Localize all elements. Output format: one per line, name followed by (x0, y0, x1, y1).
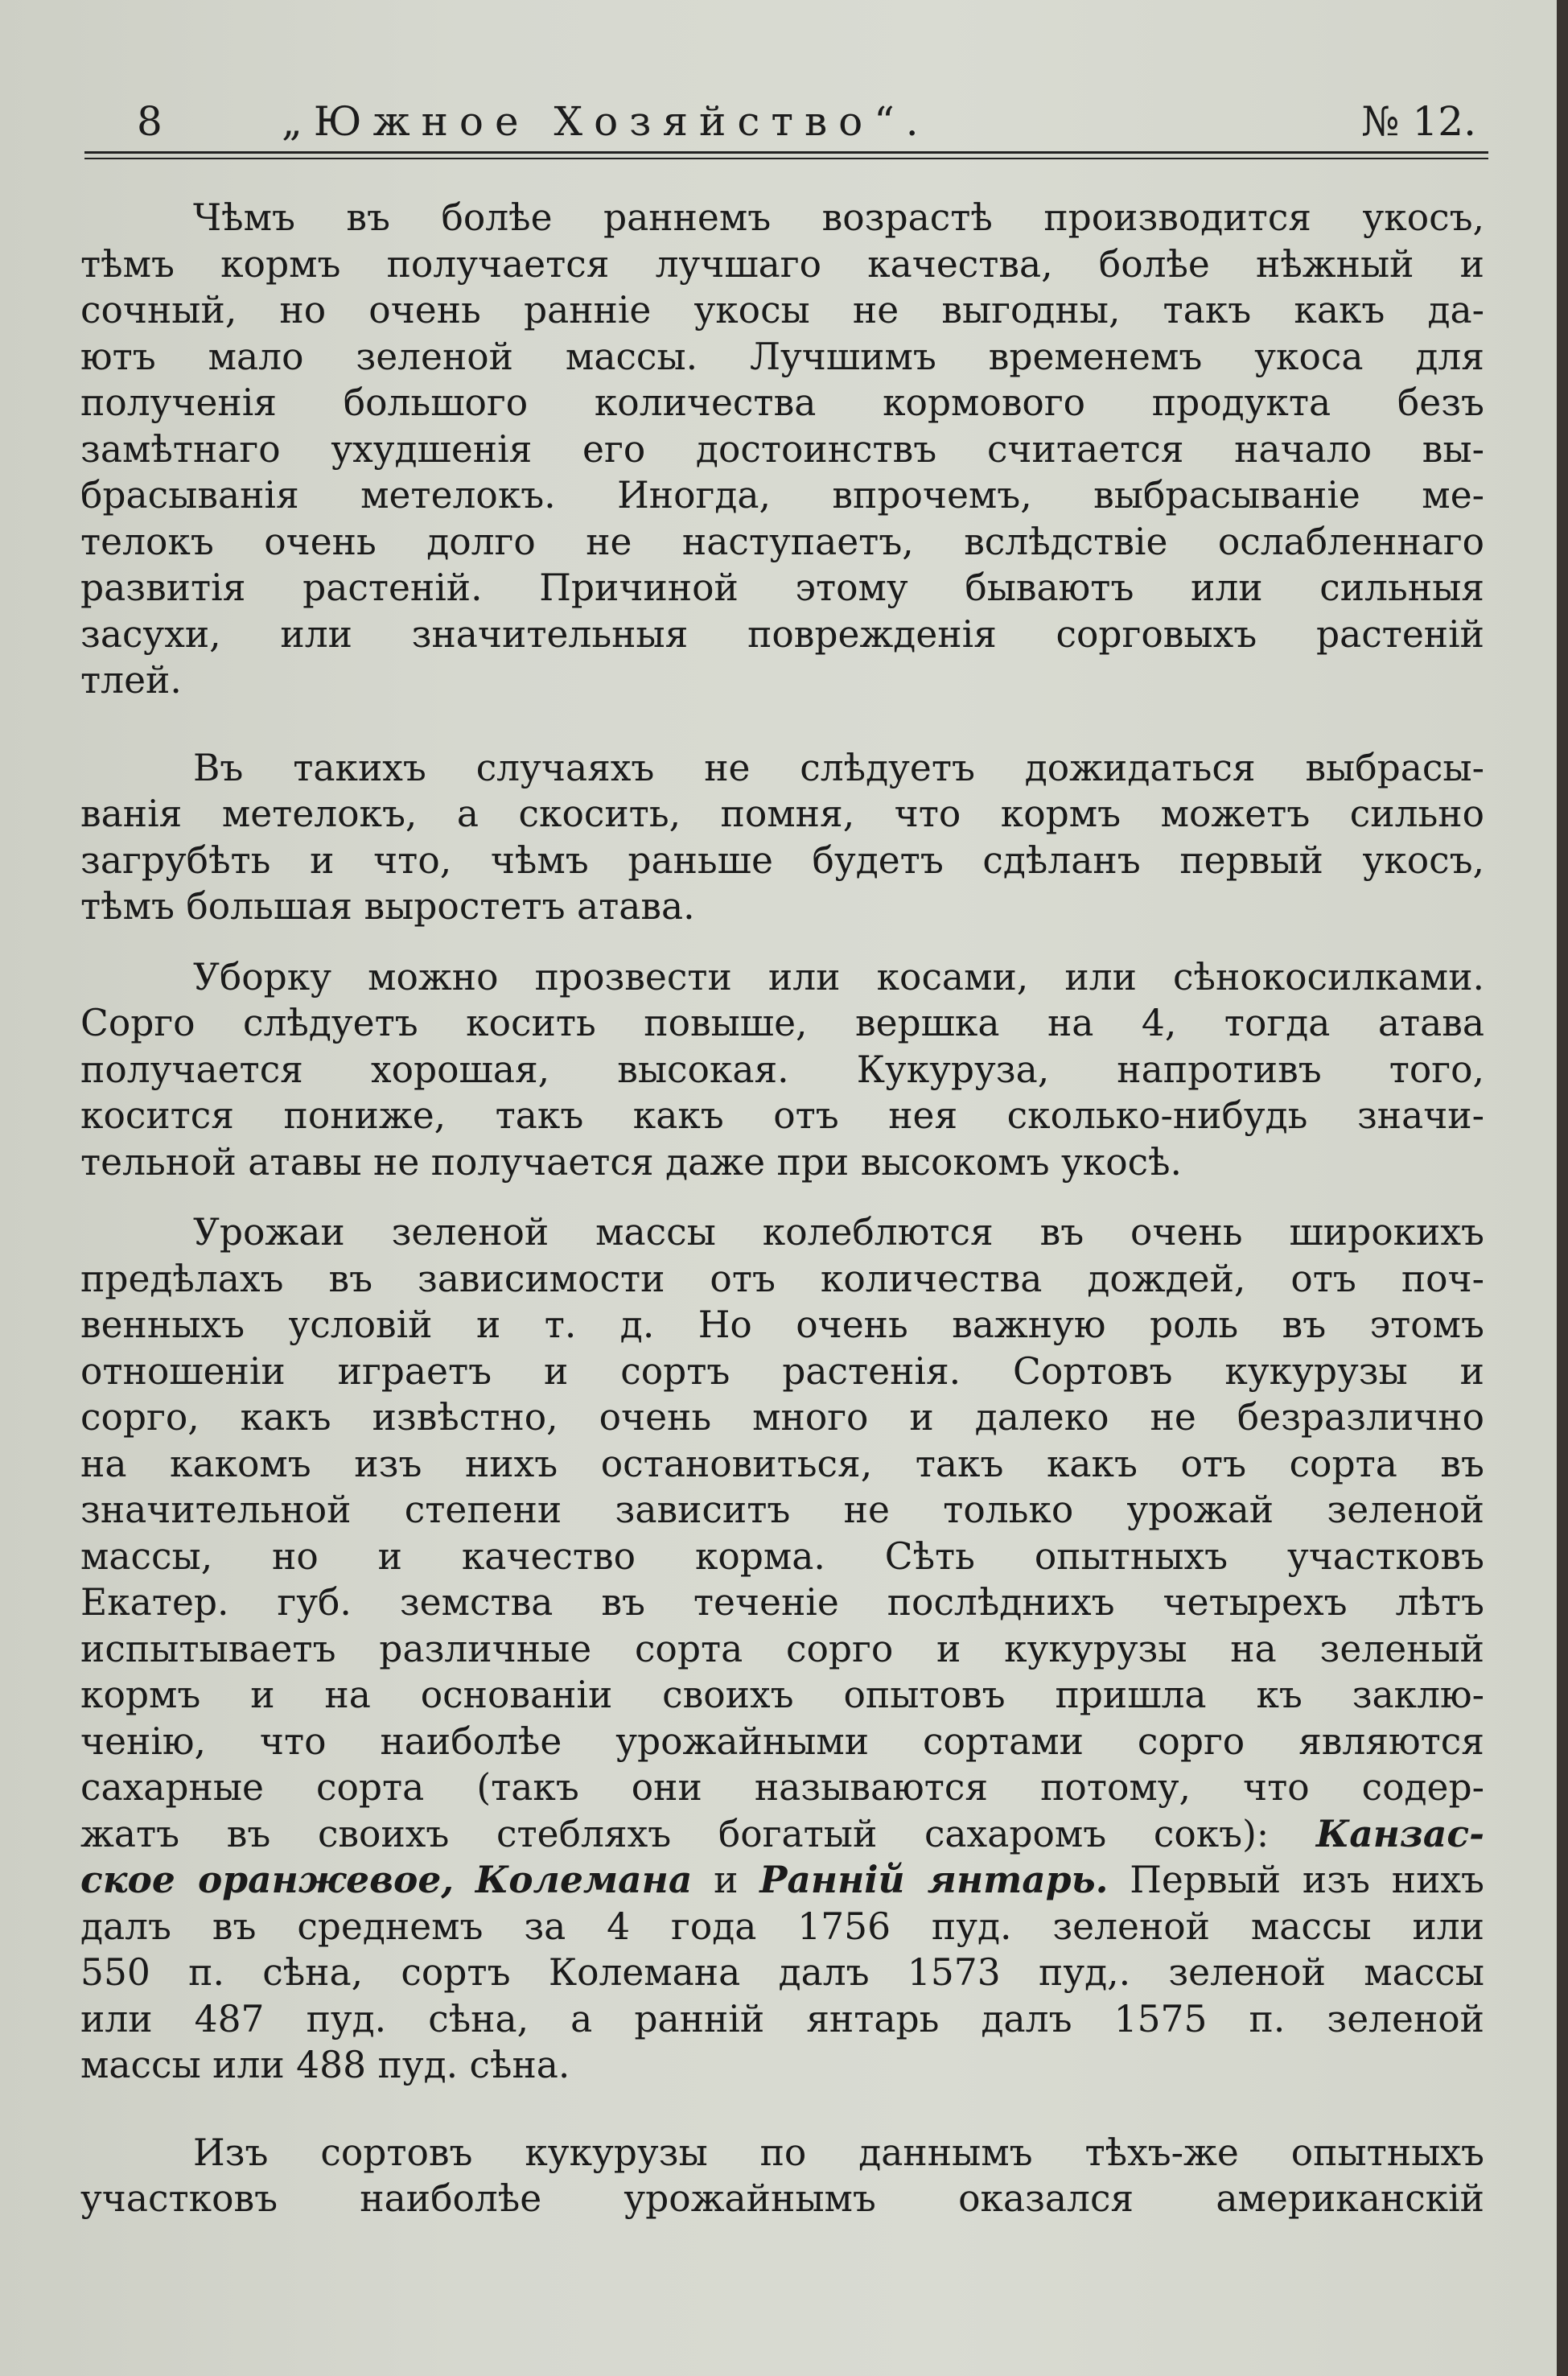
text-line: сочный, но очень ранніе укосы не выгодны, такъ какъ да- (80, 289, 1484, 331)
text-line: или 487 пуд. сѣна, а ранній янтарь далъ 1575 п. зеленой (80, 1997, 1484, 2040)
paragraph-5 (80, 2130, 1484, 2222)
text-line: массы или 488 пуд. сѣна. (80, 2044, 570, 2086)
variety-name: Раннiй янтарь. (759, 1858, 1109, 1901)
text-line: тлей. (80, 659, 182, 702)
text-line: Сорго слѣдуетъ косить повыше, вершка на 4, тогда атава (80, 1002, 1484, 1044)
text-line: кормъ и на основаніи своихъ опытовъ пришла къ заклю- (80, 1674, 1484, 1716)
text-line: значительной степени зависитъ не только урожай зеленой (80, 1489, 1484, 1531)
text-line: тельной атавы не получается даже при высокомъ укосѣ. (80, 1140, 1183, 1184)
text-line: далъ въ среднемъ за 4 года 1756 пуд. зеленой массы или (80, 1905, 1484, 1948)
text-line (80, 1857, 1484, 1904)
text-line: испытываетъ различные сорта сорго и кукурузы на зеленый (80, 1627, 1484, 1670)
text-line: тѣмъ большая выростетъ атава. (80, 885, 695, 928)
text-line (80, 1811, 1484, 1858)
paragraph-1 (80, 195, 1484, 704)
text-line: замѣтнаго ухудшенія его достоинствъ считается начало вы- (80, 427, 1484, 471)
text-line: сорго, какъ извѣстно, очень много и далеко не безразлично (80, 1396, 1484, 1439)
running-header (80, 97, 1484, 146)
text-line: отношеніи играетъ и сортъ растенія. Сортовъ кукурузы и (80, 1349, 1484, 1393)
text-line: Чѣмъ въ болѣе раннемъ возрастѣ производится укосъ, (193, 196, 1484, 239)
page-edge (1557, 0, 1568, 2376)
text-line: массы, но и качество корма. Сѣть опытныхъ участковъ (80, 1534, 1484, 1578)
article-body (80, 195, 1484, 2222)
text-line: венныхъ условій и т. д. Но очень важную роль въ этомъ (80, 1303, 1484, 1346)
text-line: предѣлахъ въ зависимости отъ количества дождей, отъ поч- (80, 1257, 1484, 1300)
paragraph-2 (80, 745, 1484, 930)
text-line: загрубѣть и что, чѣмъ раньше будетъ сдѣланъ первый укосъ, (80, 838, 1484, 882)
text-line: брасыванія метелокъ. Иногда, впрочемъ, выбрасываніе ме- (80, 474, 1484, 517)
text-line: 550 п. сѣна, сортъ Колемана далъ 1573 пуд,. зеленой массы (80, 1951, 1484, 1994)
text-line: засухи, или значительныя поврежденія сорговыхъ растеній (80, 612, 1484, 656)
issue-number: № 12. (1361, 98, 1476, 145)
page-number: 8 (137, 98, 163, 145)
text-line: развитія растеній. Причиной этому бываютъ или сильныя (80, 566, 1484, 609)
variety-name: ское оранжевое, (80, 1858, 455, 1901)
journal-title: „Южное Хозяйство“. (282, 98, 930, 145)
text-line: тѣмъ кормъ получается лучшаго качества, болѣе нѣжный и (80, 242, 1484, 286)
text-line: ютъ мало зеленой массы. Лучшимъ временемъ укоса для (80, 335, 1484, 378)
text-line: Въ такихъ случаяхъ не слѣдуетъ дожидаться выбрасы- (193, 746, 1484, 789)
variety-name: Колемана (475, 1858, 693, 1901)
variety-name: Канзас- (1315, 1811, 1484, 1855)
paragraph-4 (80, 1209, 1484, 2089)
text-line: на какомъ изъ нихъ остановиться, такъ какъ отъ сорта въ (80, 1442, 1484, 1485)
text-line: Изъ сортовъ кукурузы по даннымъ тѣхъ-же опытныхъ (193, 2131, 1484, 2174)
header-rule-thin (84, 158, 1488, 159)
text-line: участковъ наиболѣе урожайнымъ оказался американскій (80, 2177, 1484, 2220)
text-line: Екатер. губ. земства въ теченіе послѣднихъ четырехъ лѣтъ (80, 1581, 1484, 1624)
text-line: Уборку можно прозвести или косами, или сѣнокосилками. (193, 955, 1484, 999)
text-line: косится пониже, такъ какъ отъ нея сколько-нибудь значи- (80, 1094, 1484, 1137)
text-line: ванія метелокъ, а скосить, помня, что кормъ можетъ сильно (80, 793, 1484, 835)
text-line: полученія большого количества кормового продукта безъ (80, 381, 1484, 424)
text-line: сахарные сорта (такъ они называются потому, что содер- (80, 1766, 1484, 1809)
paragraph-3 (80, 954, 1484, 1186)
text-line: телокъ очень долго не наступаетъ, вслѣдствіе ослабленнаго (80, 520, 1484, 563)
header-rule-thick (84, 151, 1488, 154)
text-line: ченію, что наиболѣе урожайными сортами сорго являются (80, 1719, 1484, 1763)
text-line: получается хорошая, высокая. Кукуруза, напротивъ того, (80, 1048, 1484, 1091)
line-text: Первый изъ нихъ (1130, 1859, 1484, 1901)
text-line: Урожаи зеленой массы колеблются въ очень широкихъ (193, 1211, 1484, 1254)
line-text: жатъ въ своихъ стебляхъ богатый сахаромъ сокъ): (80, 1812, 1270, 1855)
conjunction: и (714, 1859, 739, 1901)
